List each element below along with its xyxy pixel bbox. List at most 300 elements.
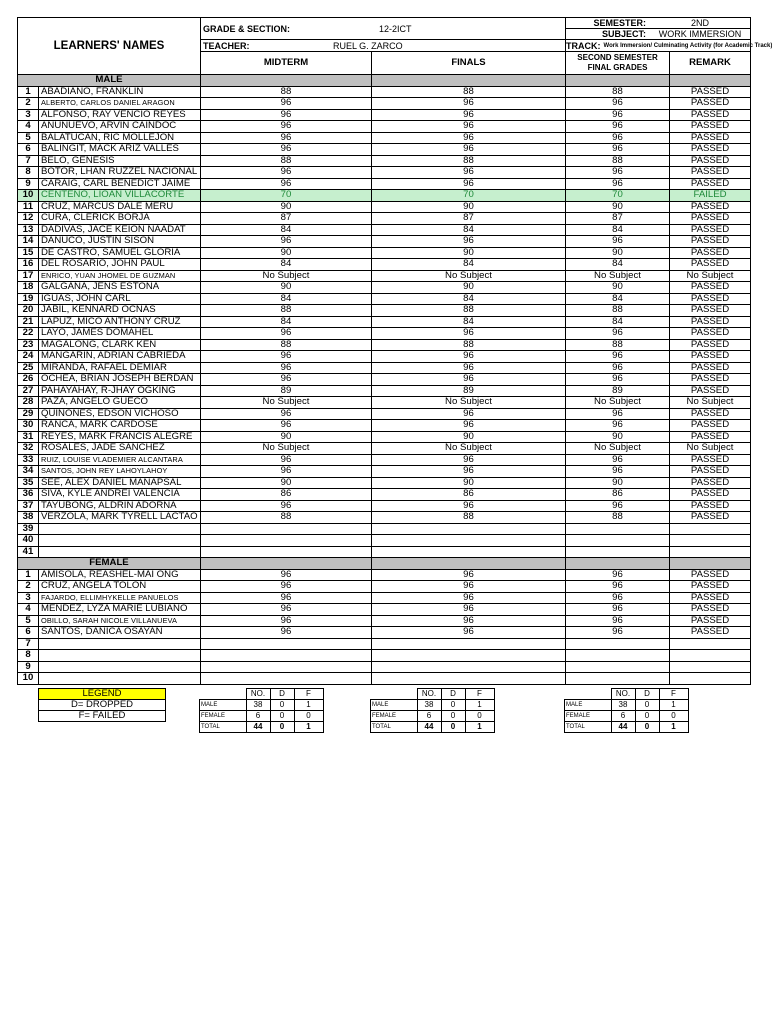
male-final-grade: 86 bbox=[566, 489, 670, 501]
male-row bbox=[18, 270, 751, 282]
female-row-number: 4 bbox=[18, 604, 39, 616]
female-row bbox=[18, 592, 751, 604]
col-final-grades-line2: FINAL GRADES bbox=[587, 63, 648, 72]
male-row-number: 28 bbox=[18, 397, 39, 409]
subject-value: WORK IMMERSION bbox=[658, 29, 742, 39]
female-row-number: 6 bbox=[18, 627, 39, 639]
summary-header-no: NO. bbox=[246, 689, 270, 700]
male-learner-name: SIVA, KYLE ANDREI VALENCIA bbox=[39, 489, 201, 501]
male-learner-name: REYES, MARK FRANCIS ALEGRE bbox=[39, 431, 201, 443]
summary-corner bbox=[200, 689, 247, 700]
female-learner-name: FAJARDO, ELLIMHYKELLE PANUELOS bbox=[39, 592, 201, 604]
male-row bbox=[18, 144, 751, 156]
male-finals-grade: 86 bbox=[372, 489, 566, 501]
male-midterm-grade: 96 bbox=[201, 466, 372, 478]
male-remark: PASSED bbox=[670, 144, 751, 156]
male-remark bbox=[670, 535, 751, 547]
male-row-number: 10 bbox=[18, 190, 39, 202]
grade-sheet bbox=[17, 17, 772, 685]
male-row-number: 20 bbox=[18, 305, 39, 317]
section-fill bbox=[372, 75, 566, 87]
summary-label: FEMALE bbox=[371, 711, 418, 722]
male-row bbox=[18, 546, 751, 558]
male-learner-name: RUIZ, LOUISE VLADEMIER ALCANTARA bbox=[39, 454, 201, 466]
male-remark: PASSED bbox=[670, 454, 751, 466]
male-midterm-grade: 96 bbox=[201, 500, 372, 512]
female-row-number: 2 bbox=[18, 581, 39, 593]
male-midterm-grade: 88 bbox=[201, 86, 372, 98]
male-learner-name: DE CASTRO, SAMUEL GLORIA bbox=[39, 247, 201, 259]
semester-label: SEMESTER: bbox=[593, 18, 647, 28]
male-final-grade: 87 bbox=[566, 213, 670, 225]
male-row-number: 16 bbox=[18, 259, 39, 271]
male-row bbox=[18, 523, 751, 535]
male-final-grade: 90 bbox=[566, 477, 670, 489]
section-fill bbox=[566, 558, 670, 570]
male-row-number: 8 bbox=[18, 167, 39, 179]
female-remark: PASSED bbox=[670, 604, 751, 616]
col-finals: FINALS bbox=[372, 52, 566, 75]
male-row bbox=[18, 431, 751, 443]
summary-label: MALE bbox=[371, 700, 418, 711]
male-midterm-grade: 90 bbox=[201, 282, 372, 294]
summary-row bbox=[565, 700, 689, 711]
male-learner-name bbox=[39, 546, 201, 558]
male-learner-name: RANCA, MARK CARDOSE bbox=[39, 420, 201, 432]
male-learner-name: CRUZ, MARCUS DALE MERU bbox=[39, 201, 201, 213]
summary-label: TOTAL bbox=[565, 722, 612, 733]
summary-row bbox=[565, 711, 689, 722]
male-row-number: 26 bbox=[18, 374, 39, 386]
male-final-grade: No Subject bbox=[566, 443, 670, 455]
male-row bbox=[18, 247, 751, 259]
female-remark: PASSED bbox=[670, 592, 751, 604]
male-finals-grade: 84 bbox=[372, 259, 566, 271]
male-remark: PASSED bbox=[670, 351, 751, 363]
summary-header-d: D bbox=[441, 689, 465, 700]
summary-f: 1 bbox=[659, 700, 688, 711]
male-finals-grade: 96 bbox=[372, 362, 566, 374]
male-midterm-grade: No Subject bbox=[201, 397, 372, 409]
male-final-grade: 96 bbox=[566, 351, 670, 363]
male-finals-grade: No Subject bbox=[372, 270, 566, 282]
male-row bbox=[18, 132, 751, 144]
female-remark: PASSED bbox=[670, 615, 751, 627]
male-row bbox=[18, 397, 751, 409]
legend-failed: F= FAILED bbox=[39, 711, 166, 722]
male-row-number: 14 bbox=[18, 236, 39, 248]
male-midterm-grade: 87 bbox=[201, 213, 372, 225]
male-finals-grade: 96 bbox=[372, 132, 566, 144]
legend-title: LEGEND bbox=[39, 689, 166, 700]
male-remark: PASSED bbox=[670, 98, 751, 110]
male-remark: PASSED bbox=[670, 247, 751, 259]
female-finals-grade bbox=[372, 638, 566, 650]
male-row bbox=[18, 236, 751, 248]
male-midterm-grade: 96 bbox=[201, 98, 372, 110]
male-row-number: 12 bbox=[18, 213, 39, 225]
col-final-grades bbox=[566, 52, 670, 75]
summary-row bbox=[200, 711, 324, 722]
male-learner-name: CURA, CLERICK BORJA bbox=[39, 213, 201, 225]
summary-no: 44 bbox=[417, 722, 441, 733]
male-row-number: 1 bbox=[18, 86, 39, 98]
male-midterm-grade: 84 bbox=[201, 259, 372, 271]
male-learner-name: ABADIANO, FRANKLIN bbox=[39, 86, 201, 98]
teacher-label: TEACHER: bbox=[203, 40, 250, 51]
male-row bbox=[18, 109, 751, 121]
female-row bbox=[18, 650, 751, 662]
male-learner-name: SEE, ALEX DANIEL MANAPSAL bbox=[39, 477, 201, 489]
male-row-number: 29 bbox=[18, 408, 39, 420]
summary-f: 1 bbox=[294, 722, 323, 733]
female-midterm-grade bbox=[201, 661, 372, 673]
summary-no: 6 bbox=[611, 711, 635, 722]
male-learner-name: CARAIG, CARL BENEDICT JAIME bbox=[39, 178, 201, 190]
male-finals-grade: 90 bbox=[372, 477, 566, 489]
male-row bbox=[18, 339, 751, 351]
male-row-number: 32 bbox=[18, 443, 39, 455]
male-final-grade: 96 bbox=[566, 466, 670, 478]
male-row-number: 9 bbox=[18, 178, 39, 190]
summary-no: 6 bbox=[417, 711, 441, 722]
male-row bbox=[18, 351, 751, 363]
male-row bbox=[18, 86, 751, 98]
male-finals-grade: 84 bbox=[372, 293, 566, 305]
male-learner-name: ALBERTO, CARLOS DANIEL ARAGON bbox=[39, 98, 201, 110]
male-row-number: 30 bbox=[18, 420, 39, 432]
female-midterm-grade bbox=[201, 650, 372, 662]
male-remark: PASSED bbox=[670, 431, 751, 443]
male-learner-name: VERZOLA, MARK TYRELL LACTAO bbox=[39, 512, 201, 524]
summary-row bbox=[565, 722, 689, 733]
male-midterm-grade bbox=[201, 523, 372, 535]
male-remark: PASSED bbox=[670, 155, 751, 167]
female-midterm-grade: 96 bbox=[201, 592, 372, 604]
female-midterm-grade bbox=[201, 638, 372, 650]
male-remark: PASSED bbox=[670, 86, 751, 98]
male-final-grade: 96 bbox=[566, 132, 670, 144]
male-final-grade: 96 bbox=[566, 109, 670, 121]
track-value: Work Immersion/ Culminating Activity (for Academic Track) bbox=[603, 42, 772, 49]
female-row-number: 5 bbox=[18, 615, 39, 627]
summary-header-f: F bbox=[294, 689, 323, 700]
male-row-number: 25 bbox=[18, 362, 39, 374]
male-row-number: 33 bbox=[18, 454, 39, 466]
summary-d: 0 bbox=[270, 700, 294, 711]
female-row bbox=[18, 581, 751, 593]
male-row-number: 7 bbox=[18, 155, 39, 167]
male-row bbox=[18, 466, 751, 478]
male-remark: No Subject bbox=[670, 270, 751, 282]
male-finals-grade: 96 bbox=[372, 351, 566, 363]
male-row-number: 19 bbox=[18, 293, 39, 305]
male-learner-name: MAGALONG, CLARK KEN bbox=[39, 339, 201, 351]
female-learner-name bbox=[39, 661, 201, 673]
female-remark: PASSED bbox=[670, 581, 751, 593]
male-row-number: 37 bbox=[18, 500, 39, 512]
male-row bbox=[18, 190, 751, 202]
female-row-number: 8 bbox=[18, 650, 39, 662]
subject-label: SUBJECT: bbox=[602, 29, 647, 39]
male-row-number: 39 bbox=[18, 523, 39, 535]
male-midterm-grade bbox=[201, 546, 372, 558]
male-final-grade: 96 bbox=[566, 178, 670, 190]
male-finals-grade: 84 bbox=[372, 316, 566, 328]
male-learner-name: PAHAYAHAY, R-JHAY OGKING bbox=[39, 385, 201, 397]
male-row-number: 24 bbox=[18, 351, 39, 363]
summary-header-d: D bbox=[635, 689, 659, 700]
male-row-number: 41 bbox=[18, 546, 39, 558]
male-finals-grade: 88 bbox=[372, 155, 566, 167]
female-midterm-grade bbox=[201, 673, 372, 685]
summary-no: 6 bbox=[246, 711, 270, 722]
grades-table bbox=[17, 17, 772, 685]
female-learner-name bbox=[39, 638, 201, 650]
male-midterm-grade: 90 bbox=[201, 247, 372, 259]
female-row-number: 9 bbox=[18, 661, 39, 673]
track-cell bbox=[566, 40, 772, 52]
female-row-number: 7 bbox=[18, 638, 39, 650]
male-finals-grade: 96 bbox=[372, 167, 566, 179]
male-row bbox=[18, 167, 751, 179]
male-row bbox=[18, 282, 751, 294]
male-final-grade: 84 bbox=[566, 224, 670, 236]
female-learner-name bbox=[39, 650, 201, 662]
male-remark: PASSED bbox=[670, 305, 751, 317]
male-final-grade: 96 bbox=[566, 144, 670, 156]
male-row bbox=[18, 213, 751, 225]
male-finals-grade: 96 bbox=[372, 121, 566, 133]
male-finals-grade: 96 bbox=[372, 178, 566, 190]
male-remark: PASSED bbox=[670, 500, 751, 512]
summary-d: 0 bbox=[270, 722, 294, 733]
summary-label: MALE bbox=[200, 700, 247, 711]
col-final-grades-line1: SECOND SEMESTER bbox=[577, 53, 658, 62]
male-remark bbox=[670, 523, 751, 535]
male-learner-name: DEL ROSARIO, JOHN PAUL bbox=[39, 259, 201, 271]
summary-d: 0 bbox=[441, 711, 465, 722]
summary-f: 0 bbox=[659, 711, 688, 722]
male-midterm-grade: 88 bbox=[201, 305, 372, 317]
male-learner-name: LAYO, JAMES DOMAHEL bbox=[39, 328, 201, 340]
male-final-grade: 90 bbox=[566, 282, 670, 294]
male-finals-grade: No Subject bbox=[372, 443, 566, 455]
summary-label: FEMALE bbox=[200, 711, 247, 722]
female-final-grade bbox=[566, 650, 670, 662]
male-midterm-grade: 96 bbox=[201, 144, 372, 156]
male-finals-grade bbox=[372, 523, 566, 535]
male-row bbox=[18, 385, 751, 397]
male-final-grade: 96 bbox=[566, 328, 670, 340]
summary-d: 0 bbox=[441, 700, 465, 711]
male-learner-name: SANTOS, JOHN REY LAHOYLAHOY bbox=[39, 466, 201, 478]
summary-header-d: D bbox=[270, 689, 294, 700]
semester-cell bbox=[566, 18, 751, 40]
male-row-number: 31 bbox=[18, 431, 39, 443]
male-finals-grade: 90 bbox=[372, 282, 566, 294]
male-learner-name: CENTENO, LIOAN VILLACORTE bbox=[39, 190, 201, 202]
male-remark: PASSED bbox=[670, 224, 751, 236]
male-learner-name bbox=[39, 535, 201, 547]
male-remark: PASSED bbox=[670, 489, 751, 501]
male-midterm-grade: 84 bbox=[201, 224, 372, 236]
male-row-number: 15 bbox=[18, 247, 39, 259]
male-finals-grade: 96 bbox=[372, 144, 566, 156]
male-finals-grade: 90 bbox=[372, 247, 566, 259]
semester-value: 2ND bbox=[691, 18, 710, 28]
female-learner-name: AMISOLA, REASHEL-MAI ONG bbox=[39, 569, 201, 581]
female-learner-name: SANTOS, DANICA OSAYAN bbox=[39, 627, 201, 639]
summary-f: 0 bbox=[294, 711, 323, 722]
track-label: TRACK: bbox=[566, 40, 601, 51]
male-remark: PASSED bbox=[670, 362, 751, 374]
male-remark: PASSED bbox=[670, 328, 751, 340]
male-row bbox=[18, 155, 751, 167]
male-learner-name: LAPUZ, MICO ANTHONY CRUZ bbox=[39, 316, 201, 328]
section-fill bbox=[372, 558, 566, 570]
male-finals-grade: 96 bbox=[372, 109, 566, 121]
male-remark: PASSED bbox=[670, 293, 751, 305]
male-row bbox=[18, 489, 751, 501]
male-finals-grade: 90 bbox=[372, 201, 566, 213]
female-final-grade: 96 bbox=[566, 581, 670, 593]
female-finals-grade bbox=[372, 673, 566, 685]
male-learner-name: OCHEA, BRIAN JOSEPH BERDAN bbox=[39, 374, 201, 386]
male-midterm-grade: 70 bbox=[201, 190, 372, 202]
male-final-grade: 89 bbox=[566, 385, 670, 397]
legend-dropped: D= DROPPED bbox=[39, 700, 166, 711]
male-remark: PASSED bbox=[670, 466, 751, 478]
male-final-grade: 96 bbox=[566, 362, 670, 374]
female-final-grade: 96 bbox=[566, 569, 670, 581]
male-final-grade: 70 bbox=[566, 190, 670, 202]
male-row-number: 5 bbox=[18, 132, 39, 144]
male-final-grade: No Subject bbox=[566, 397, 670, 409]
male-finals-grade: 96 bbox=[372, 500, 566, 512]
male-remark: PASSED bbox=[670, 282, 751, 294]
summary-no: 44 bbox=[611, 722, 635, 733]
summary-table bbox=[370, 688, 495, 733]
male-midterm-grade: 96 bbox=[201, 121, 372, 133]
male-midterm-grade: 96 bbox=[201, 362, 372, 374]
male-learner-name: ROSALES, JADE SANCHEZ bbox=[39, 443, 201, 455]
female-midterm-grade: 96 bbox=[201, 627, 372, 639]
grade-section-label: GRADE & SECTION: bbox=[203, 23, 291, 34]
summary-label: FEMALE bbox=[565, 711, 612, 722]
male-finals-grade: 90 bbox=[372, 431, 566, 443]
male-row bbox=[18, 408, 751, 420]
male-midterm-grade: 96 bbox=[201, 132, 372, 144]
male-midterm-grade: 96 bbox=[201, 374, 372, 386]
male-midterm-grade: 96 bbox=[201, 351, 372, 363]
male-row-number: 4 bbox=[18, 121, 39, 133]
female-final-grade: 96 bbox=[566, 615, 670, 627]
male-remark: No Subject bbox=[670, 443, 751, 455]
male-midterm-grade: 90 bbox=[201, 477, 372, 489]
male-remark: PASSED bbox=[670, 259, 751, 271]
section-fill bbox=[201, 75, 372, 87]
summary-corner bbox=[565, 689, 612, 700]
male-midterm-grade: 96 bbox=[201, 420, 372, 432]
male-midterm-grade: 90 bbox=[201, 431, 372, 443]
female-remark: PASSED bbox=[670, 627, 751, 639]
legend-table bbox=[38, 688, 166, 722]
male-midterm-grade: 84 bbox=[201, 293, 372, 305]
male-finals-grade bbox=[372, 535, 566, 547]
male-midterm-grade: 96 bbox=[201, 328, 372, 340]
male-midterm-grade bbox=[201, 535, 372, 547]
grade-section-cell bbox=[201, 18, 566, 40]
female-final-grade: 96 bbox=[566, 592, 670, 604]
male-row bbox=[18, 98, 751, 110]
female-section-label: FEMALE bbox=[18, 558, 201, 570]
male-remark: PASSED bbox=[670, 385, 751, 397]
male-learner-name: GALGANA, JENS ESTONA bbox=[39, 282, 201, 294]
summary-d: 0 bbox=[635, 722, 659, 733]
male-final-grade: 96 bbox=[566, 98, 670, 110]
male-midterm-grade: 96 bbox=[201, 236, 372, 248]
male-midterm-grade: 84 bbox=[201, 316, 372, 328]
male-remark: PASSED bbox=[670, 213, 751, 225]
female-midterm-grade: 96 bbox=[201, 615, 372, 627]
summary-table bbox=[199, 688, 324, 733]
female-row bbox=[18, 673, 751, 685]
male-row bbox=[18, 443, 751, 455]
summary-header-no: NO. bbox=[417, 689, 441, 700]
male-row-number: 18 bbox=[18, 282, 39, 294]
male-final-grade: 88 bbox=[566, 512, 670, 524]
male-row bbox=[18, 316, 751, 328]
female-row bbox=[18, 604, 751, 616]
male-finals-grade: 89 bbox=[372, 385, 566, 397]
female-row-number: 10 bbox=[18, 673, 39, 685]
male-midterm-grade: No Subject bbox=[201, 443, 372, 455]
female-row-number: 3 bbox=[18, 592, 39, 604]
summary-row bbox=[200, 700, 324, 711]
male-final-grade bbox=[566, 535, 670, 547]
female-remark bbox=[670, 673, 751, 685]
male-remark: PASSED bbox=[670, 121, 751, 133]
male-row bbox=[18, 224, 751, 236]
male-final-grade: 96 bbox=[566, 167, 670, 179]
summary-d: 0 bbox=[270, 711, 294, 722]
male-finals-grade: 96 bbox=[372, 328, 566, 340]
male-finals-grade: 96 bbox=[372, 236, 566, 248]
male-final-grade: 96 bbox=[566, 500, 670, 512]
male-midterm-grade: 86 bbox=[201, 489, 372, 501]
summary-row bbox=[371, 722, 495, 733]
female-finals-grade: 96 bbox=[372, 615, 566, 627]
grade-section-value: 12-2ICT bbox=[379, 23, 412, 34]
male-final-grade: 88 bbox=[566, 339, 670, 351]
male-row bbox=[18, 477, 751, 489]
male-midterm-grade: No Subject bbox=[201, 270, 372, 282]
male-row bbox=[18, 121, 751, 133]
female-row bbox=[18, 638, 751, 650]
male-row bbox=[18, 512, 751, 524]
learners-names-title: LEARNERS' NAMES bbox=[18, 18, 201, 75]
male-finals-grade: 96 bbox=[372, 374, 566, 386]
male-final-grade: 96 bbox=[566, 236, 670, 248]
male-learner-name: BELO, GENESIS bbox=[39, 155, 201, 167]
male-learner-name: MANGARIN, ADRIAN CABRIEDA bbox=[39, 351, 201, 363]
female-final-grade: 96 bbox=[566, 604, 670, 616]
male-final-grade: 84 bbox=[566, 316, 670, 328]
male-remark: PASSED bbox=[670, 512, 751, 524]
summary-label: TOTAL bbox=[200, 722, 247, 733]
male-learner-name: ANUNUEVO, ARVIN CAINDOC bbox=[39, 121, 201, 133]
